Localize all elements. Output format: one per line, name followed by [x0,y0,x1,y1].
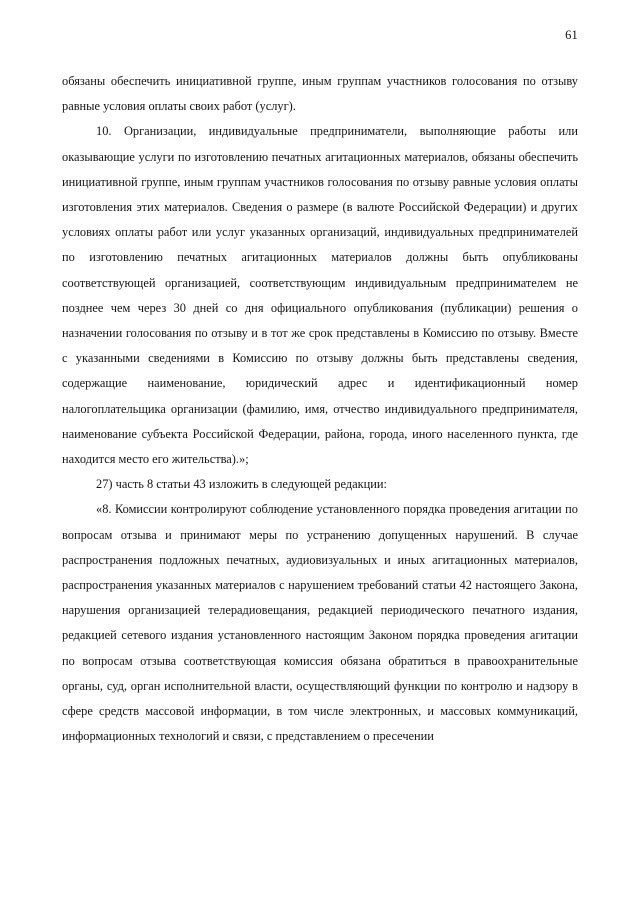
paragraph: 27) часть 8 статьи 43 изложить в следующей редакции: [96,477,387,492]
paragraph: обязаны обеспечить инициативной группе, иным группам участников голосования по отзыву равные условия оплаты своих работ (услуг). [62,74,578,114]
document-body [62,69,578,749]
paragraph: «8. Комиссии контролируют соблюдение установленного порядка проведения агитации по вопросам отзыва и принимают меры по устранению допущенных нарушений. В случае распространения подложных печатных, аудиовизуальных и иных агитационных материалов, распространения указанных материалов с нарушением требований статьи 42 настоящего Закона, нарушения организацией телерадиовещания, редакцией периодического печатного издания, редакцией сетевого издания установленного настоящим Законом порядка проведения агитации по вопросам отзыва соответствующая комиссия обязана обратиться в правоохранительные органы, суд, орган исполнительной власти, осуществляющий функции по контролю и надзору в сфере средств массовой информации, в том числе электронных, и массовых коммуникаций, информационных технологий и связи, с представлением о пресечении [62,502,578,744]
paragraph: 10. Организации, индивидуальные предприниматели, выполняющие работы или оказывающие услуги по изготовлению печатных агитационных материалов, обязаны обеспечить инициативной группе, иным группам участников голосования по отзыву равные условия оплаты изготовления этих материалов. Сведения о размере (в валюте Российской Федерации) и других условиях оплаты работ или услуг указанных организаций, индивидуальных предпринимателей по изготовлению печатных агитационных материалов должны быть опубликованы соответствующей организацией, соответствующим индивидуальным предпринимателем не позднее чем через 30 дней со дня официального опубликования (публикации) решения о назначении голосования по отзыву и в тот же срок представлены в Комиссию по отзыву. Вместе с указанными сведениями в Комиссию по отзыву должны быть представлены сведения, содержащие наименование, юридический адрес и идентификационный номер налогоплательщика организации (фамилию, имя, отчество индивидуального предпринимателя, наименование субъекта Российской Федерации, района, города, иного населенного пункта, где находится место его жительства).»; [62,124,578,467]
page-number: 61 [565,28,578,42]
